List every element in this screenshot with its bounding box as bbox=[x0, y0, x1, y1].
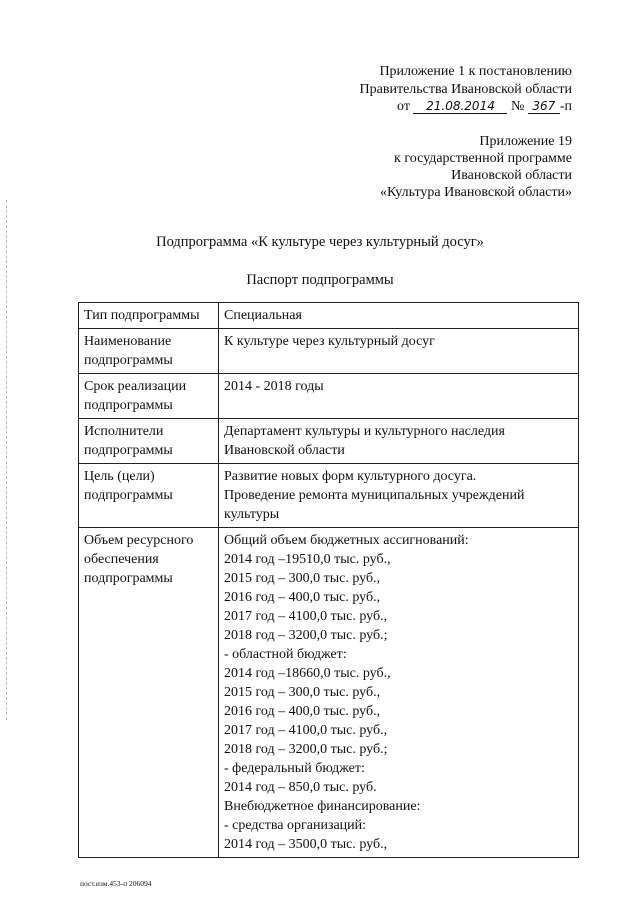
value-line: 2015 год – 300,0 тыс. руб., bbox=[224, 685, 381, 700]
value-line: 2017 год – 4100,0 тыс. руб., bbox=[224, 609, 388, 624]
resolution-date-number bbox=[397, 99, 572, 115]
row-label: Наименование подпрограммы bbox=[79, 329, 219, 374]
page-subtitle: Паспорт подпрограммы bbox=[246, 272, 394, 288]
row-value bbox=[219, 303, 579, 329]
row-label: Цель (цели) подпрограммы bbox=[79, 464, 219, 528]
value-line: Проведение ремонта муниципальных учреждений культуры bbox=[224, 488, 525, 522]
table-row bbox=[79, 419, 579, 464]
row-value bbox=[219, 374, 579, 419]
table-row bbox=[79, 374, 579, 419]
value-line: - федеральный бюджет: bbox=[224, 761, 365, 776]
value-line: 2014 - 2018 годы bbox=[224, 379, 324, 394]
number-suffix: -п bbox=[559, 99, 572, 114]
page-title: Подпрограмма «К культуре через культурный досуг» bbox=[156, 234, 484, 250]
table-row bbox=[79, 329, 579, 374]
value-line: К культуре через культурный досуг bbox=[224, 334, 435, 349]
row-value bbox=[219, 464, 579, 528]
value-line: 2014 год –18660,0 тыс. руб., bbox=[224, 666, 391, 681]
date-prefix: от bbox=[397, 99, 410, 114]
appendix1-line1: Приложение 1 к постановлению bbox=[379, 64, 572, 79]
row-label: Тип подпрограммы bbox=[79, 303, 219, 329]
appendix19-line1: Приложение 19 bbox=[479, 134, 572, 149]
appendix1-line2: Правительства Ивановской области bbox=[359, 82, 572, 97]
value-line: 2014 год –19510,0 тыс. руб., bbox=[224, 552, 391, 567]
number-prefix: № bbox=[510, 99, 525, 114]
appendix19-line3: Ивановской области bbox=[451, 168, 572, 183]
appendix19-line2: к государственной программе bbox=[394, 151, 572, 166]
date-value: 21.08.2014 bbox=[413, 99, 507, 114]
footer-code: пост.изм.453-п 206094 bbox=[80, 879, 152, 888]
row-value bbox=[219, 528, 579, 858]
table-row bbox=[79, 528, 579, 858]
value-line: 2014 год – 3500,0 тыс. руб., bbox=[224, 837, 388, 852]
value-line: 2014 год – 850,0 тыс. руб. bbox=[224, 780, 377, 795]
value-line: 2018 год – 3200,0 тыс. руб.; bbox=[224, 628, 388, 643]
row-value bbox=[219, 419, 579, 464]
appendix19-line4: «Культура Ивановской области» bbox=[379, 185, 572, 200]
value-line: - областной бюджет: bbox=[224, 647, 347, 662]
value-line: 2017 год – 4100,0 тыс. руб., bbox=[224, 723, 388, 738]
value-line: 2015 год – 300,0 тыс. руб., bbox=[224, 571, 381, 586]
table-row bbox=[79, 303, 579, 329]
value-line: - средства организаций: bbox=[224, 818, 367, 833]
value-line: Общий объем бюджетных ассигнований: bbox=[224, 533, 469, 548]
value-line: Развитие новых форм культурного досуга. bbox=[224, 469, 477, 484]
row-value bbox=[219, 329, 579, 374]
value-line: Специальная bbox=[224, 308, 302, 323]
number-value: 367 bbox=[528, 99, 560, 114]
row-label: Исполнители подпрограммы bbox=[79, 419, 219, 464]
value-line: 2016 год – 400,0 тыс. руб., bbox=[224, 704, 381, 719]
row-label: Срок реализации подпрограммы bbox=[79, 374, 219, 419]
passport-table bbox=[78, 302, 579, 858]
row-label: Объем ресурсного обеспечения подпрограммы bbox=[79, 528, 219, 858]
value-line: 2018 год – 3200,0 тыс. руб.; bbox=[224, 742, 388, 757]
table-row bbox=[79, 464, 579, 528]
value-line: Департамент культуры и культурного наследия Ивановской области bbox=[224, 424, 505, 458]
value-line: Внебюджетное финансирование: bbox=[224, 799, 421, 814]
value-line: 2016 год – 400,0 тыс. руб., bbox=[224, 590, 381, 605]
